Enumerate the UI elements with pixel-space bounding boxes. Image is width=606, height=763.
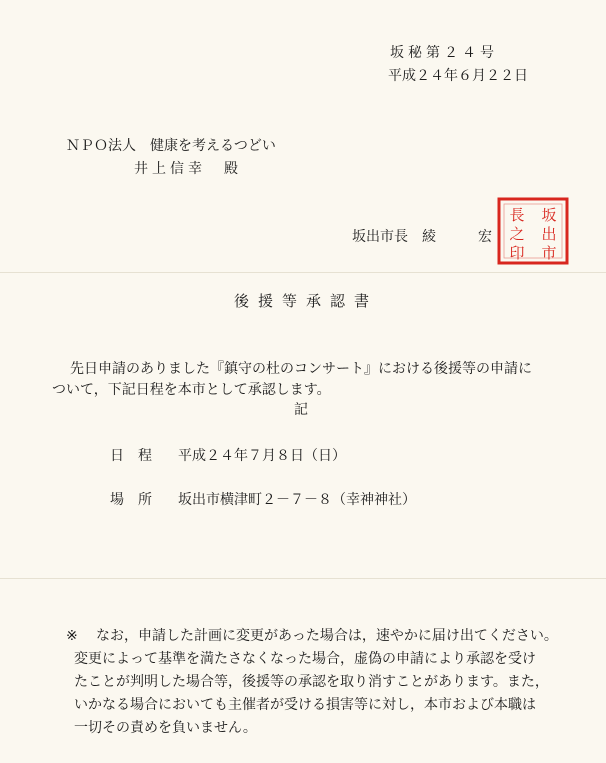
- svg-text:長: 長: [509, 206, 525, 224]
- note-line-3: たことが判明した場合等，後援等の承認を取り消すことがあります。また，: [74, 674, 549, 690]
- note-line-2: 変更によって基準を満たさなくなった場合，虚偽の申請により承認を受け: [74, 651, 536, 667]
- note-line-4: いかなる場合においても主催者が受ける損害等に対し，本市および本職は: [74, 697, 536, 713]
- schedule-label: 日 程: [110, 448, 152, 464]
- svg-text:市: 市: [541, 244, 557, 262]
- document-date: 平成２４年６月２２日: [388, 68, 528, 84]
- place-label: 場 所: [110, 492, 152, 508]
- note-mark: ※: [66, 628, 78, 644]
- recipient-organization: ＮＰＯ法人 健康を考えるつどい: [66, 138, 276, 154]
- svg-text:坂: 坂: [541, 206, 557, 224]
- document-number: 坂秘第２４号: [390, 45, 498, 61]
- svg-text:印: 印: [509, 244, 525, 262]
- schedule-value: 平成２４年７月８日（日）: [178, 448, 346, 464]
- document-title: 後援等承認書: [234, 292, 379, 310]
- fold-line: [0, 272, 606, 273]
- place-value: 坂出市横津町２－７－８（幸神神社）: [178, 492, 416, 508]
- sender-name: 坂出市長 綾 宏: [352, 229, 492, 245]
- body-line-2: ついて，下記日程を本市として承認します。: [52, 382, 331, 398]
- fold-line: [0, 578, 606, 579]
- note-line-5: 一切その責めを負いません。: [74, 720, 257, 736]
- ki-marker: 記: [294, 402, 308, 418]
- svg-text:之: 之: [509, 225, 525, 243]
- body-line-1: 先日申請のありました『鎮守の杜のコンサート』における後援等の申請に: [70, 361, 532, 377]
- recipient-name: 井上信幸 殿: [134, 161, 242, 177]
- official-seal-stamp: [496, 196, 570, 266]
- svg-text:出: 出: [541, 225, 557, 243]
- note-line-1: なお，申請した計画に変更があった場合は，速やかに届け出てください。: [96, 628, 558, 644]
